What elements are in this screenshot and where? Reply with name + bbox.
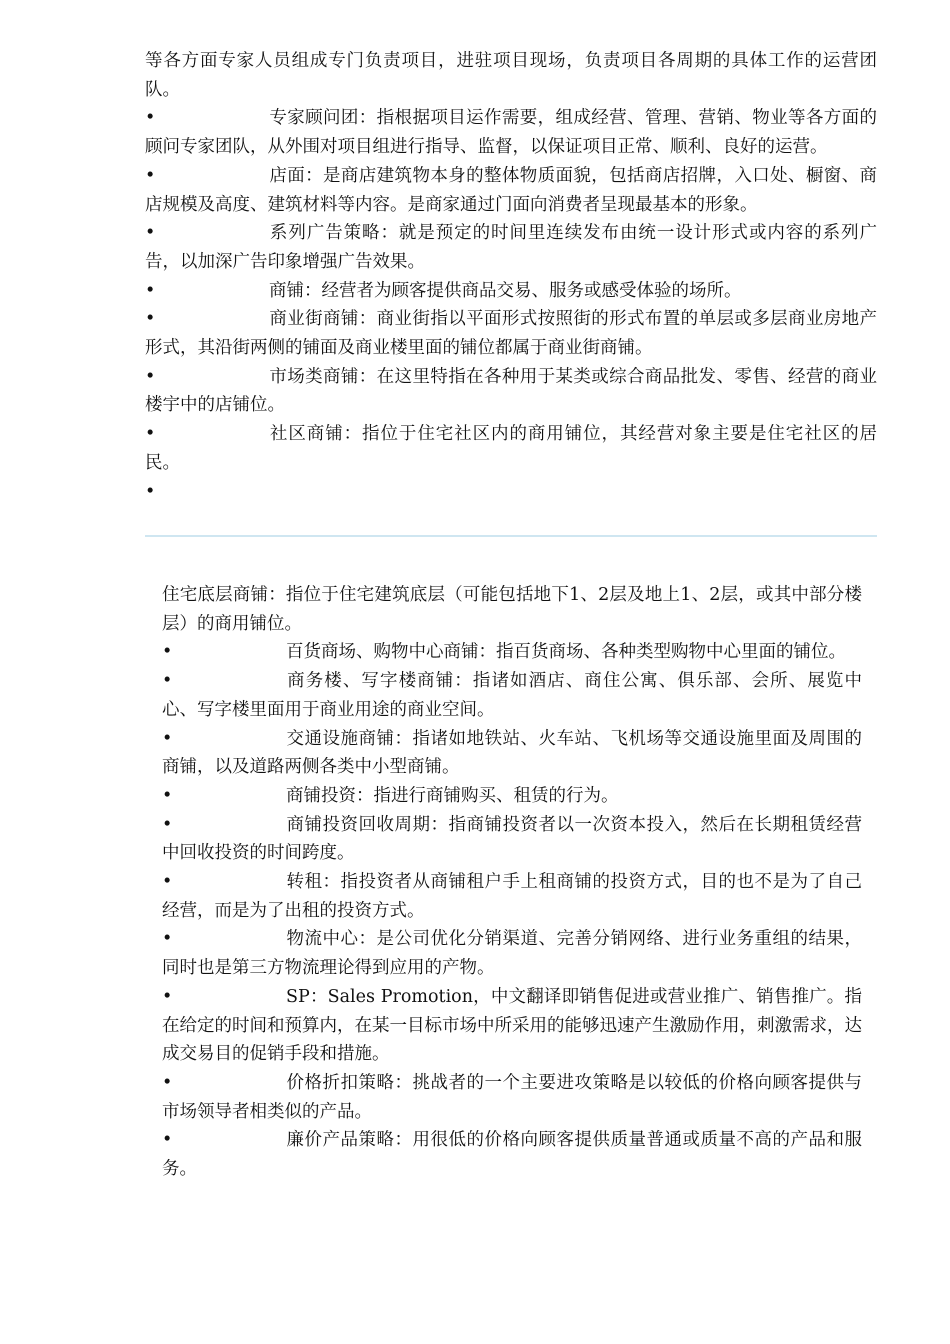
- bullet: •: [145, 223, 156, 244]
- trailing-bullet: [145, 478, 877, 507]
- list-item: [145, 305, 877, 362]
- page-top: [145, 47, 877, 506]
- list-item: [162, 782, 862, 811]
- page-divider: [145, 535, 877, 537]
- bullet: •: [145, 424, 156, 445]
- list-item: [162, 667, 862, 724]
- bullet: •: [145, 165, 156, 186]
- bullet: •: [145, 108, 156, 129]
- lead-paragraph: 等各方面专家人员组成专门负责项目，进驻项目现场，负责项目各周期的具体工作的运营团队。: [145, 51, 877, 100]
- list-item: [162, 1069, 862, 1126]
- bullet: •: [162, 1130, 173, 1151]
- bullet: •: [145, 481, 156, 502]
- bullet: •: [145, 309, 156, 330]
- bullet: •: [145, 280, 156, 301]
- list-item-text: SP：Sales Promotion，中文翻译即销售促进或营业推广、销售推广。指在给定的时间和预算内，在某一目标市场中所采用的能够迅速产生激励作用，刺激需求，达成交易目的促销手段和措施。: [162, 986, 862, 1065]
- list-item-text: 商务楼、写字楼商铺：指诸如酒店、商住公寓、俱乐部、会所、展览中心、写字楼里面用于商业用途的商业空间。: [162, 671, 862, 720]
- list-item: [162, 925, 862, 982]
- list-item-text: 社区商铺：指位于住宅社区内的商用铺位，其经营对象主要是住宅社区的居民。: [145, 424, 877, 473]
- list-item-text: 系列广告策略：就是预定的时间里连续发布由统一设计形式或内容的系列广告，以加深广告印象增强广告效果。: [145, 223, 877, 272]
- bullet: •: [162, 872, 173, 893]
- list-item: [162, 725, 862, 782]
- list-item: [145, 277, 877, 306]
- list-item-text: 商铺投资：指进行商铺购买、租赁的行为。: [286, 785, 619, 806]
- lead-paragraph: 住宅底层商铺：指位于住宅建筑底层（可能包括地下1、2层及地上1、2层，或其中部分楼层）的商用铺位。: [162, 585, 862, 634]
- list-item-text: 交通设施商铺：指诸如地铁站、火车站、飞机场等交通设施里面及周围的商铺，以及道路两侧各类中小型商铺。: [162, 728, 862, 778]
- list-item-text: 物流中心：是公司优化分销渠道、完善分销网络、进行业务重组的结果，同时也是第三方物流理论得到应用的产物。: [162, 929, 862, 979]
- bullet: •: [162, 986, 173, 1007]
- bullet: •: [162, 785, 173, 806]
- list-item-text: 百货商场、购物中心商铺：指百货商场、各种类型购物中心里面的铺位。: [286, 642, 846, 663]
- list-item: [145, 104, 877, 161]
- bullet: •: [162, 671, 173, 692]
- bullet: •: [162, 642, 173, 663]
- list-item-text: 商铺：经营者为顾客提供商品交易、服务或感受体验的场所。: [269, 280, 742, 301]
- list-item-text: 转租：指投资者从商铺租户手上租商铺的投资方式，目的也不是为了自己经营，而是为了出租的投资方式。: [162, 872, 862, 921]
- bullet: •: [162, 929, 173, 950]
- list-item-text: 店面：是商店建筑物本身的整体物质面貌，包括商店招牌，入口处、橱窗、商店规模及高度、建筑材料等内容。是商家通过门面向消费者呈现最基本的形象。: [145, 165, 877, 215]
- list-item: [162, 868, 862, 925]
- list-item: [145, 420, 877, 477]
- list-item: [145, 162, 877, 219]
- list-item-text: 商业街商铺：商业街指以平面形式按照街的形式布置的单层或多层商业房地产形式，其沿街两侧的铺面及商业楼里面的铺位都属于商业街商铺。: [145, 309, 877, 359]
- bullet: •: [162, 1072, 173, 1093]
- bullet: •: [162, 728, 173, 749]
- list-item-text: 廉价产品策略：用很低的价格向顾客提供质量普通或质量不高的产品和服务。: [162, 1130, 862, 1180]
- page-bottom: [162, 581, 862, 1184]
- list-item: [145, 363, 877, 420]
- list-item: [162, 638, 862, 667]
- list-item-text: 市场类商铺：在这里特指在各种用于某类或综合商品批发、零售、经营的商业楼宇中的店铺位。: [145, 366, 877, 416]
- list-item: [145, 219, 877, 276]
- list-item-text: 专家顾问团：指根据项目运作需要，组成经营、管理、营销、物业等各方面的顾问专家团队，从外围对项目组进行指导、监督，以保证项目正常、顺利、良好的运营。: [145, 108, 877, 158]
- bullet: •: [162, 814, 173, 835]
- list-item-text: 价格折扣策略：挑战者的一个主要进攻策略是以较低的价格向顾客提供与市场领导者相类似的产品。: [162, 1072, 862, 1122]
- list-item: [162, 1126, 862, 1183]
- list-item-text: 商铺投资回收周期：指商铺投资者以一次资本投入，然后在长期租赁经营中回收投资的时间跨度。: [162, 814, 862, 864]
- list-item: [162, 811, 862, 868]
- list-item: [162, 983, 862, 1069]
- bullet: •: [145, 366, 156, 387]
